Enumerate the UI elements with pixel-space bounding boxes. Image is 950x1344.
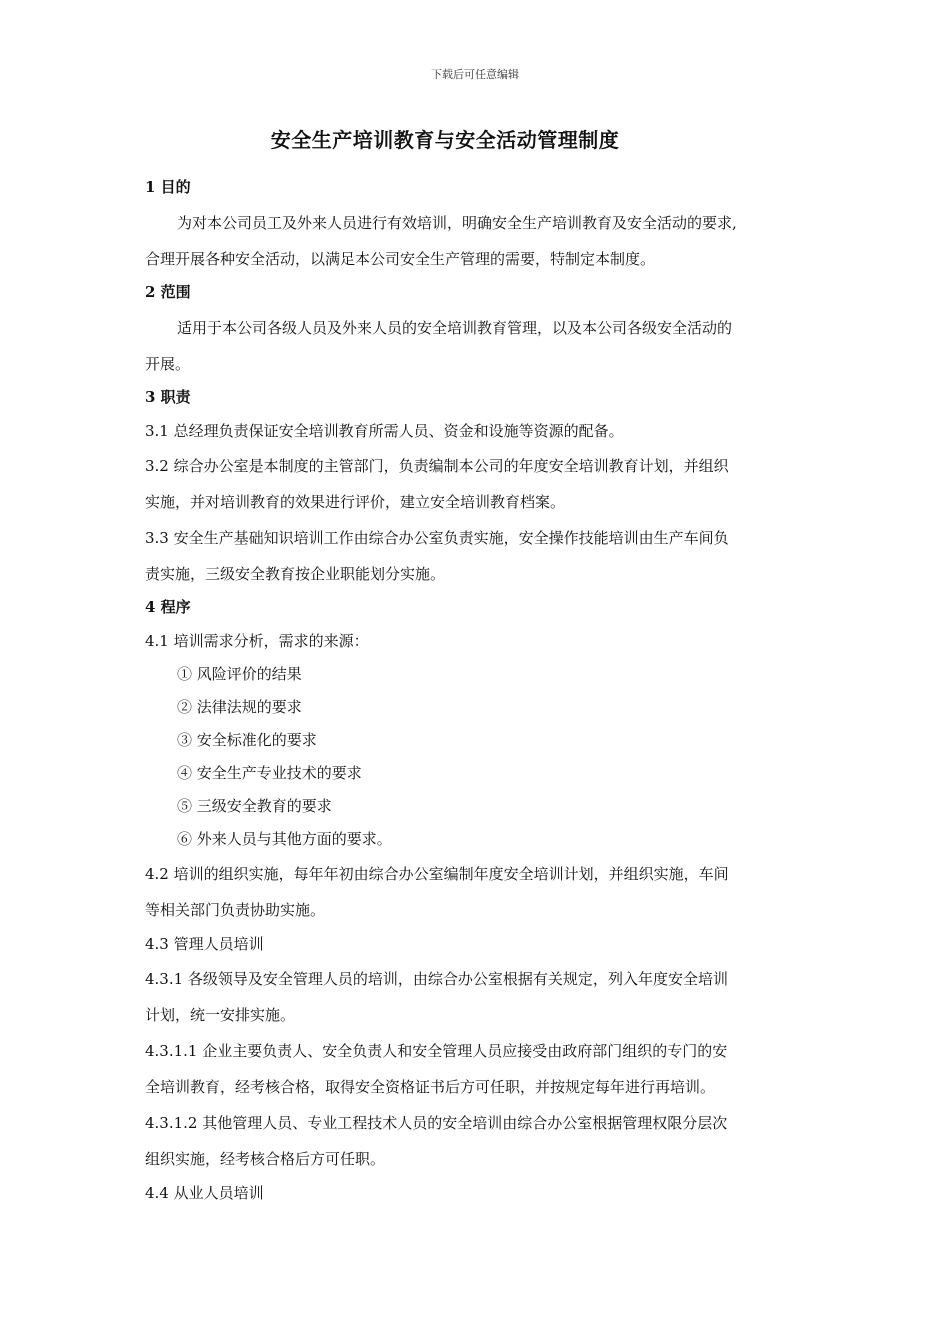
paragraph-line: 合理开展各种安全活动，以满足本公司安全生产管理的需要，特制定本制度。 xyxy=(145,250,656,268)
clause-line: 4.3.1.2 其他管理人员、专业工程技术人员的安全培训由综合办公室根据管理权限分层次 xyxy=(145,1114,728,1132)
clause-line: 4.3.1 各级领导及安全管理人员的培训，由综合办公室根据有关规定，列入年度安全培训 xyxy=(145,970,728,988)
paragraph-line: 为对本公司员工及外来人员进行有效培训，明确安全生产培训教育及安全活动的要求, xyxy=(177,214,737,232)
document-title: 安全生产培训教育与安全活动管理制度 xyxy=(270,128,620,152)
clause-line: 4.3 管理人员培训 xyxy=(145,935,264,953)
clause-line: 全培训教育，经考核合格，取得安全资格证书后方可任职，并按规定每年进行再培训。 xyxy=(145,1078,716,1096)
clause-line: 4.3.1.1 企业主要负责人、安全负责人和安全管理人员应接受由政府部门组织的专门的安 xyxy=(145,1042,728,1060)
clause-line: 4.4 从业人员培训 xyxy=(145,1184,264,1202)
clause-line: 计划，统一安排实施。 xyxy=(145,1006,296,1024)
list-item: ④ 安全生产专业技术的要求 xyxy=(177,764,362,782)
header-note: 下载后可任意编辑 xyxy=(431,68,519,81)
section-heading-purpose: 1 目的 xyxy=(145,178,191,196)
clause-line: 实施，并对培训教育的效果进行评价，建立安全培训教育档案。 xyxy=(145,493,566,511)
clause-line: 责实施，三级安全教育按企业职能划分实施。 xyxy=(145,565,446,583)
list-item: ① 风险评价的结果 xyxy=(177,665,302,683)
clause-line: 等相关部门负责协助实施。 xyxy=(145,901,326,919)
clause-line: 组织实施，经考核合格后方可任职。 xyxy=(145,1150,386,1168)
document-body xyxy=(145,172,807,1210)
list-item: ③ 安全标准化的要求 xyxy=(177,731,317,749)
clause-line: 4.1 培训需求分析，需求的来源： xyxy=(145,632,369,650)
paragraph-line: 开展。 xyxy=(145,355,191,373)
clause-line: 4.2 培训的组织实施，每年年初由综合办公室编制年度安全培训计划，并组织实施，车间 xyxy=(145,865,729,883)
list-item: ② 法律法规的要求 xyxy=(177,698,302,716)
section-heading-scope: 2 范围 xyxy=(145,283,191,301)
section-heading-procedure: 4 程序 xyxy=(145,598,191,616)
list-item: ⑤ 三级安全教育的要求 xyxy=(177,797,332,815)
list-item: ⑥ 外来人员与其他方面的要求。 xyxy=(177,830,392,848)
section-heading-duties: 3 职责 xyxy=(145,388,191,406)
clause-line: 3.2 综合办公室是本制度的主管部门，负责编制本公司的年度安全培训教育计划，并组织 xyxy=(145,457,729,475)
clause-line: 3.1 总经理负责保证安全培训教育所需人员、资金和设施等资源的配备。 xyxy=(145,422,624,440)
clause-line: 3.3 安全生产基础知识培训工作由综合办公室负责实施，安全操作技能培训由生产车间负 xyxy=(145,529,729,547)
paragraph-line: 适用于本公司各级人员及外来人员的安全培训教育管理，以及本公司各级安全活动的 xyxy=(177,319,733,337)
